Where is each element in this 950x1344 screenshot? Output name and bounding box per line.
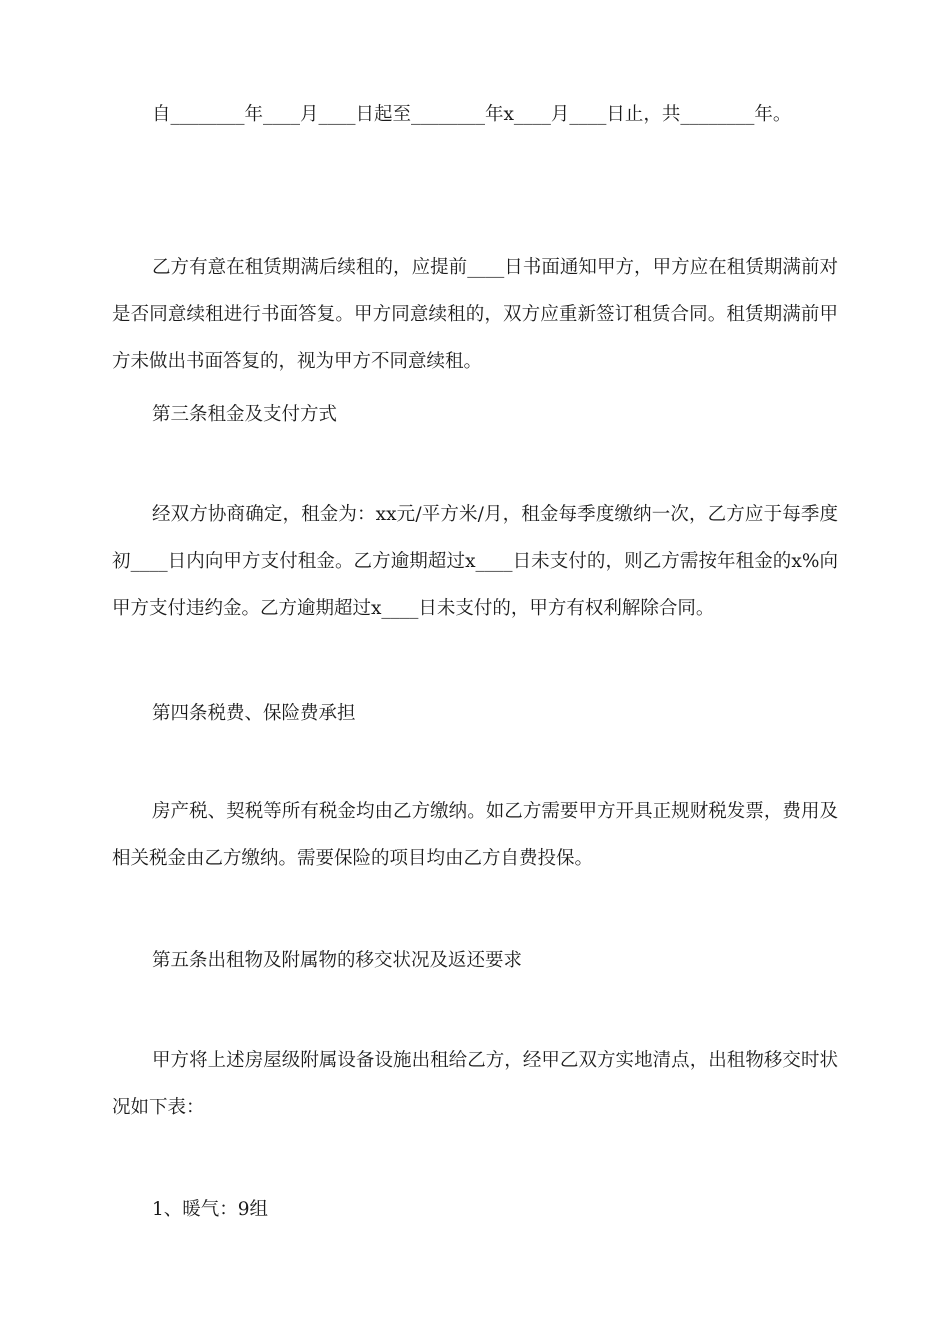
article-4-paragraph: 房产税、契税等所有税金均由乙方缴纳。如乙方需要甲方开具正规财税发票，费用及相关税金由乙方缴纳。需要保险的项目均由乙方自费投保。 bbox=[112, 801, 838, 869]
article-4-heading: 第四条税费、保险费承担 bbox=[152, 703, 356, 724]
article-3-paragraph: 经双方协商确定，租金为：xx元/平方米/月，租金每季度缴纳一次，乙方应于每季度初____日内向甲方支付租金。乙方逾期超过x____日未支付的，则乙方需按年租金的x%向甲方支付违约金。乙方逾期超过x____日未支付的，甲方有权利解除合同。 bbox=[112, 504, 838, 619]
lease-term-paragraph: 自________年____月____日起至________年x____月____日止，共________年。 bbox=[152, 104, 792, 125]
article-5-paragraph: 甲方将上述房屋级附属设备设施出租给乙方，经甲乙双方实地清点，出租物移交时状况如下表： bbox=[112, 1050, 838, 1118]
item-1-heating: 1、暖气：9组 bbox=[152, 1199, 269, 1220]
article-5-heading: 第五条出租物及附属物的移交状况及返还要求 bbox=[152, 950, 523, 971]
renewal-paragraph: 乙方有意在租赁期满后续租的，应提前____日书面通知甲方，甲方应在租赁期满前对是否同意续租进行书面答复。甲方同意续租的，双方应重新签订租赁合同。租赁期满前甲方未做出书面答复的，视为甲方不同意续租。 bbox=[112, 257, 838, 372]
article-3-heading: 第三条租金及支付方式 bbox=[152, 404, 338, 425]
